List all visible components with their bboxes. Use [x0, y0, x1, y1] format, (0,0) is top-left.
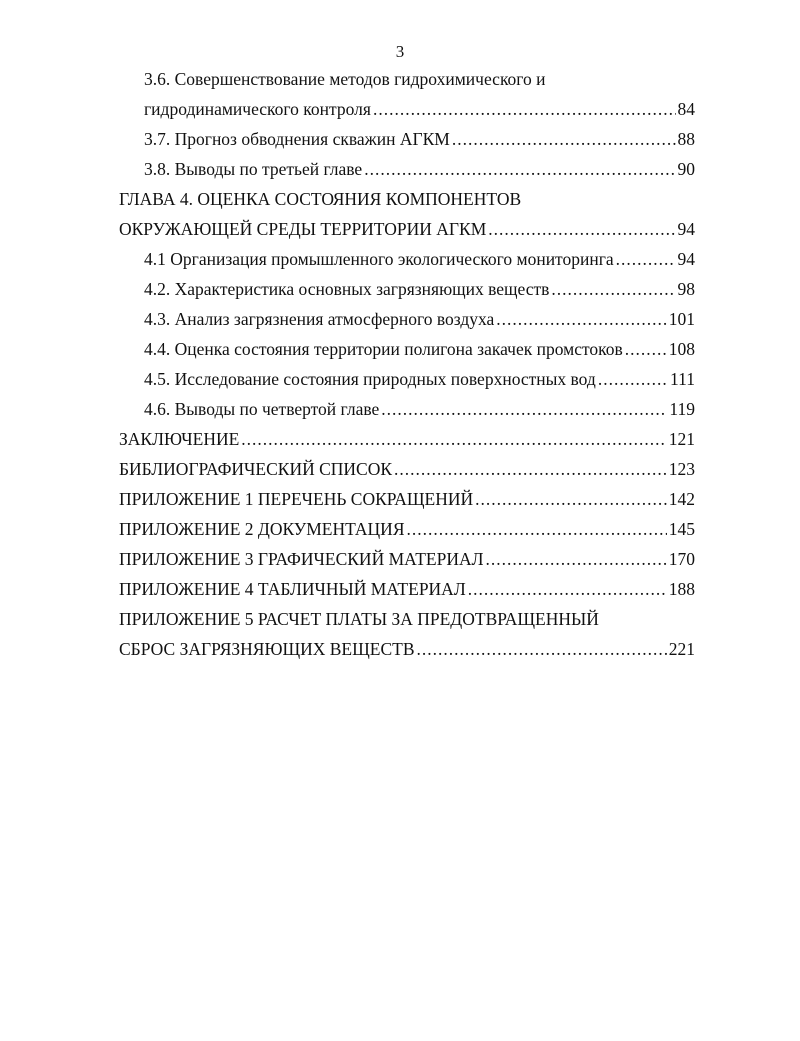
toc-entry-title: 3.8. Выводы по третьей главе [144, 159, 363, 179]
toc-entry-page: 108 [668, 339, 695, 359]
toc-entry-title: ЗАКЛЮЧЕНИЕ [119, 429, 240, 449]
toc-entry-title: ГЛАВА 4. ОЦЕНКА СОСТОЯНИЯ КОМПОНЕНТОВ [119, 189, 522, 209]
toc-entry[interactable] [119, 426, 695, 452]
toc-entry-page: 94 [677, 219, 695, 239]
toc-entry[interactable] [144, 276, 695, 302]
toc-entry[interactable] [144, 336, 695, 362]
toc-entry-title: 4.4. Оценка состояния территории полигона закачек промстоков [144, 339, 623, 359]
toc-entry-title: 3.7. Прогноз обводнения скважин АГКМ [144, 129, 450, 149]
leader-dots [496, 306, 666, 332]
toc-entry-title: БИБЛИОГРАФИЧЕСКИЙ СПИСОК [119, 459, 393, 479]
toc-entry[interactable] [144, 156, 695, 182]
leader-dots [616, 246, 676, 272]
toc-entry-page: 123 [668, 459, 695, 479]
toc-entry-page: 101 [668, 309, 695, 329]
toc-entry-title: 4.5. Исследование состояния природных поверхностных вод [144, 369, 596, 389]
toc-entry[interactable] [119, 516, 695, 542]
leader-dots [598, 366, 668, 392]
toc-entry-page: 94 [677, 249, 695, 269]
toc-entry-page: 88 [677, 129, 695, 149]
leader-dots [486, 546, 667, 572]
leader-dots [241, 426, 666, 452]
toc-entry[interactable] [119, 636, 695, 662]
toc-entry-page: 142 [668, 489, 695, 509]
toc-entry[interactable] [144, 126, 695, 152]
toc-entry-page: 188 [668, 579, 695, 599]
leader-dots [551, 276, 675, 302]
leader-dots [417, 636, 667, 662]
toc-entry-title: 4.1 Организация промышленного экологического мониторинга [144, 249, 614, 269]
leader-dots [468, 576, 667, 602]
toc-entry-title: ПРИЛОЖЕНИЕ 3 ГРАФИЧЕСКИЙ МАТЕРИАЛ [119, 549, 484, 569]
toc-entry-title: СБРОС ЗАГРЯЗНЯЮЩИХ ВЕЩЕСТВ [119, 639, 415, 659]
toc-entry-page: 170 [668, 549, 695, 569]
toc-line [144, 66, 695, 92]
leader-dots [373, 96, 676, 122]
toc-entry-page: 111 [670, 369, 695, 389]
leader-dots [394, 456, 667, 482]
toc-entry[interactable] [144, 306, 695, 332]
toc-entry[interactable] [119, 456, 695, 482]
toc-entry-title: ПРИЛОЖЕНИЕ 4 ТАБЛИЧНЫЙ МАТЕРИАЛ [119, 579, 466, 599]
page-number: 3 [395, 42, 405, 61]
toc-entry-title: ПРИЛОЖЕНИЕ 2 ДОКУМЕНТАЦИЯ [119, 519, 405, 539]
toc-entry[interactable] [119, 216, 695, 242]
toc-entry-title: ОКРУЖАЮЩЕЙ СРЕДЫ ТЕРРИТОРИИ АГКМ [119, 219, 487, 239]
leader-dots [364, 156, 675, 182]
toc-entry-page: 121 [668, 429, 695, 449]
toc-entry-title: 3.6. Совершенствование методов гидрохимического и [144, 69, 546, 89]
leader-dots [407, 516, 667, 542]
toc-line [119, 186, 695, 212]
toc-entry[interactable] [144, 96, 695, 122]
toc-entry-title: 4.6. Выводы по четвертой главе [144, 399, 380, 419]
toc-entry-page: 84 [677, 99, 695, 119]
toc-entry-title: ПРИЛОЖЕНИЕ 1 ПЕРЕЧЕНЬ СОКРАЩЕНИЙ [119, 489, 474, 509]
leader-dots [488, 216, 675, 242]
toc-entry-title: 4.2. Характеристика основных загрязняющих веществ [144, 279, 550, 299]
toc-entry[interactable] [144, 366, 695, 392]
toc-entry[interactable] [119, 576, 695, 602]
leader-dots [452, 126, 676, 152]
leader-dots [475, 486, 667, 512]
leader-dots [625, 336, 667, 362]
toc-entry-page: 119 [669, 399, 695, 419]
toc-entry[interactable] [144, 246, 695, 272]
toc-entry-page: 98 [677, 279, 695, 299]
toc-entry[interactable] [144, 396, 695, 422]
toc-line [119, 606, 695, 632]
toc-entry-title: гидродинамического контроля [144, 99, 371, 119]
toc-entry[interactable] [119, 546, 695, 572]
toc-entry-page: 221 [668, 639, 695, 659]
leader-dots [381, 396, 667, 422]
toc-entry-page: 90 [677, 159, 695, 179]
toc-entry[interactable] [119, 486, 695, 512]
toc-entry-title: ПРИЛОЖЕНИЕ 5 РАСЧЕТ ПЛАТЫ ЗА ПРЕДОТВРАЩЕННЫЙ [119, 609, 599, 629]
toc-entry-title: 4.3. Анализ загрязнения атмосферного воздуха [144, 309, 495, 329]
toc-entry-page: 145 [668, 519, 695, 539]
